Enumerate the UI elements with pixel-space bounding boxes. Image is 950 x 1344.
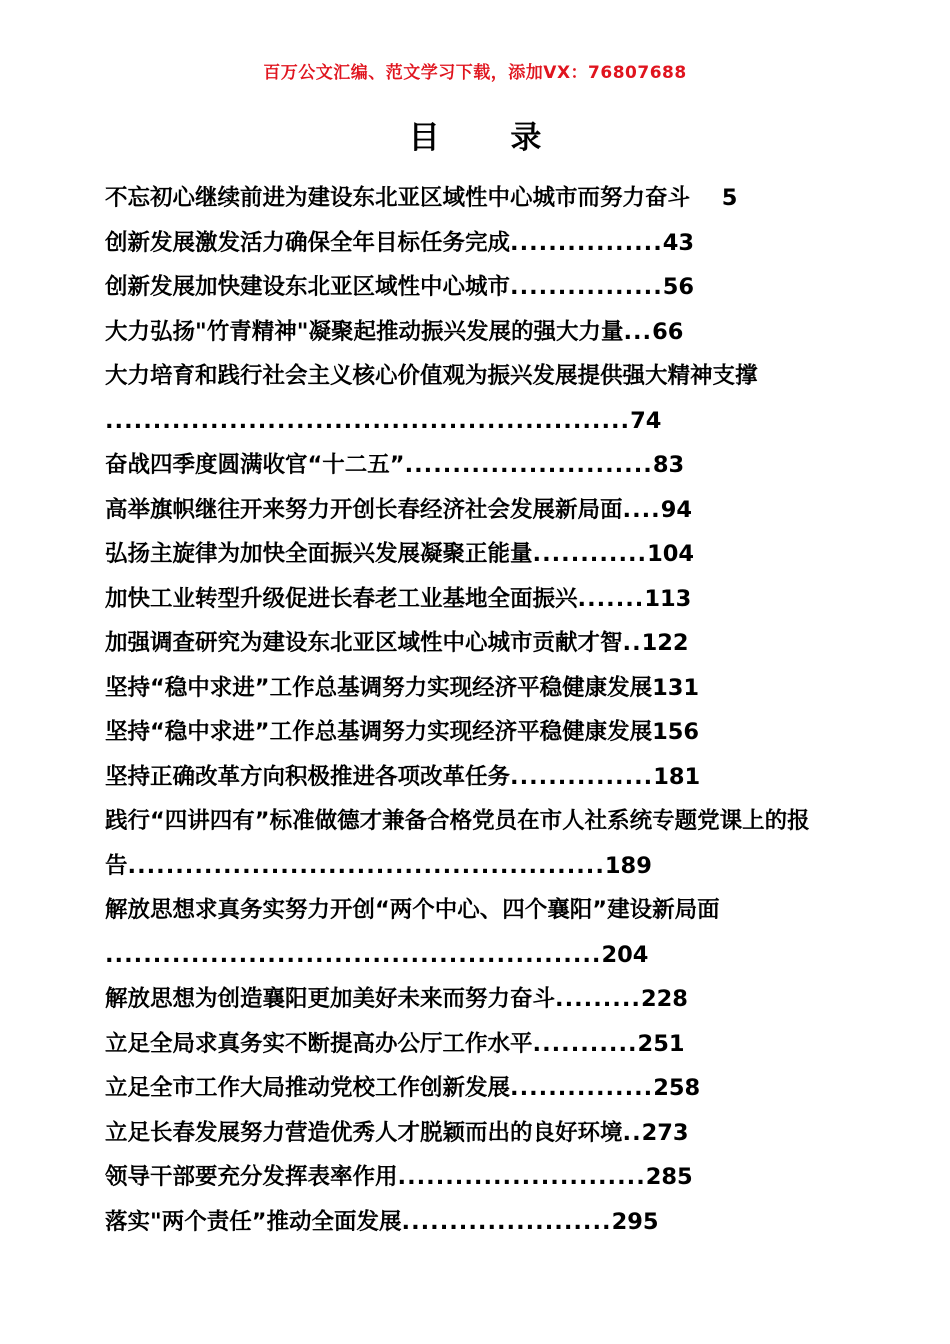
toc-entry-leader: ...................... [401, 1208, 612, 1235]
toc-entry-title: 坚持正确改革方向积极推进各项改革任务 [105, 763, 511, 790]
toc-entry-page: 228 [640, 986, 688, 1012]
toc-entry[interactable] [105, 577, 850, 622]
toc-entry-page: 104 [647, 541, 695, 567]
toc-entry-title: 践行“四讲四有”标准做德才兼备合格党员在市人社系统专题党课上的报告 [105, 808, 810, 879]
toc-entry-page: 122 [641, 630, 689, 656]
toc-entry-title: 加强调查研究为建设东北亚区域性中心城市贡献才智 [105, 630, 623, 656]
toc-entry-page: 295 [611, 1208, 659, 1235]
toc-entry-page: 66 [652, 318, 684, 345]
toc-entry-page: 273 [641, 1119, 689, 1146]
toc-entry-title: 立足全局求真务实不断提高办公厅工作水平 [105, 1030, 533, 1057]
toc-entry-page: 285 [645, 1164, 693, 1190]
toc-entry-title: 加快工业转型升级促进长春老工业基地全面振兴 [105, 585, 578, 612]
toc-entry-title: 立足全市工作大局推动党校工作创新发展 [105, 1075, 511, 1101]
toc-entry-leader: ... [623, 318, 653, 345]
toc-entry-leader: .......................... [397, 1164, 646, 1190]
toc-entry-title: 坚持“稳中求进”工作总基调努力实现经济平稳健康发展 [105, 674, 653, 701]
toc-entry-leader: ............... [510, 1075, 654, 1101]
toc-entry-page: 181 [653, 763, 701, 790]
toc-entry[interactable] [105, 354, 850, 443]
toc-entry-leader: .. [622, 630, 642, 656]
toc-entry-title: 不忘初心继续前进为建设东北亚区域性中心城市而努力奋斗 [105, 185, 691, 211]
toc-entry-page: 131 [652, 674, 700, 701]
toc-entry-title: 创新发展加快建设东北亚区域性中心城市 [105, 274, 511, 300]
toc-entry-title: 解放思想为创造襄阳更加美好未来而努力奋斗 [105, 986, 556, 1012]
toc-entry[interactable] [105, 888, 850, 977]
toc-entry-title: 大力弘扬"竹青精神"凝聚起推动振兴发展的强大力量 [105, 318, 624, 345]
toc-entry-leader: .................................................... [105, 941, 602, 968]
toc-entry-leader: ....................................................... [105, 407, 631, 434]
toc-entry[interactable] [105, 265, 850, 310]
toc-entry[interactable] [105, 710, 850, 755]
toc-entry[interactable] [105, 1155, 850, 1200]
page-title: 目 录 [408, 120, 572, 156]
toc-entry[interactable] [105, 755, 850, 800]
toc-entry-page: 56 [662, 274, 695, 300]
toc-entry-leader: .. [622, 1119, 642, 1146]
toc-entry[interactable] [105, 532, 850, 577]
toc-entry-leader: ................ [510, 229, 663, 256]
toc-entry-page: 189 [604, 852, 652, 879]
toc-entry[interactable] [105, 1066, 850, 1111]
toc-entry[interactable] [105, 1200, 850, 1245]
toc-entry-leader: ........... [532, 1030, 638, 1057]
toc-entry-page: 5 [721, 185, 738, 211]
toc-entry-page: 113 [644, 585, 692, 612]
toc-entry[interactable] [105, 1022, 850, 1067]
toc-entry[interactable] [105, 977, 850, 1022]
toc-entry[interactable] [105, 221, 850, 266]
toc-entry-leader: .................................................. [127, 852, 605, 879]
toc-entry-leader: ............ [532, 541, 648, 567]
toc-entry[interactable] [105, 621, 850, 666]
toc-entry[interactable] [105, 666, 850, 711]
toc-entry[interactable] [105, 488, 850, 533]
toc-entry-page: 204 [601, 941, 649, 968]
toc-entry-page: 43 [662, 229, 695, 256]
toc-entry-page: 258 [653, 1075, 701, 1101]
toc-entry-leader [690, 185, 708, 211]
toc-entry[interactable] [105, 310, 850, 355]
toc-entry-leader: ....... [577, 585, 645, 612]
watermark-header: 百万公文汇编、范文学习下载，添加VX：76807688 [263, 63, 687, 83]
toc-entry-title: 高举旗帜继往开来努力开创长春经济社会发展新局面 [105, 496, 623, 523]
toc-entry-page: 94 [660, 496, 693, 523]
toc-entry-title: 领导干部要充分发挥表率作用 [105, 1164, 398, 1190]
toc-entry-page: 83 [652, 452, 685, 478]
toc-entry[interactable] [105, 176, 850, 221]
table-of-contents [105, 176, 850, 1244]
toc-entry-page: 156 [652, 719, 700, 745]
toc-entry-title: 弘扬主旋律为加快全面振兴发展凝聚正能量 [105, 541, 533, 567]
toc-entry-title: 立足长春发展努力营造优秀人才脱颖而出的良好环境 [105, 1119, 623, 1146]
toc-entry-page: 251 [637, 1030, 685, 1057]
toc-entry-leader: .... [622, 496, 661, 523]
toc-entry-title: 解放思想求真务实努力开创“两个中心、四个襄阳”建设新局面 [105, 897, 720, 923]
toc-entry-title: 大力培育和践行社会主义核心价值观为振兴发展提供强大精神支撑 [105, 363, 758, 389]
toc-entry-title: 坚持“稳中求进”工作总基调努力实现经济平稳健康发展 [105, 719, 653, 745]
toc-entry-page: 74 [630, 407, 662, 434]
toc-entry-title: 落实"两个责任”推动全面发展 [105, 1208, 402, 1235]
toc-entry-leader: .......................... [404, 452, 653, 478]
toc-entry[interactable] [105, 799, 850, 888]
toc-entry-leader: ................ [510, 274, 663, 300]
toc-entry[interactable] [105, 443, 850, 488]
toc-entry-leader: ......... [555, 986, 641, 1012]
toc-entry-title: 创新发展激发活力确保全年目标任务完成 [105, 229, 511, 256]
toc-entry[interactable] [105, 1111, 850, 1156]
toc-entry-title: 奋战四季度圆满收官“十二五” [105, 452, 405, 478]
toc-entry-leader: ............... [510, 763, 654, 790]
